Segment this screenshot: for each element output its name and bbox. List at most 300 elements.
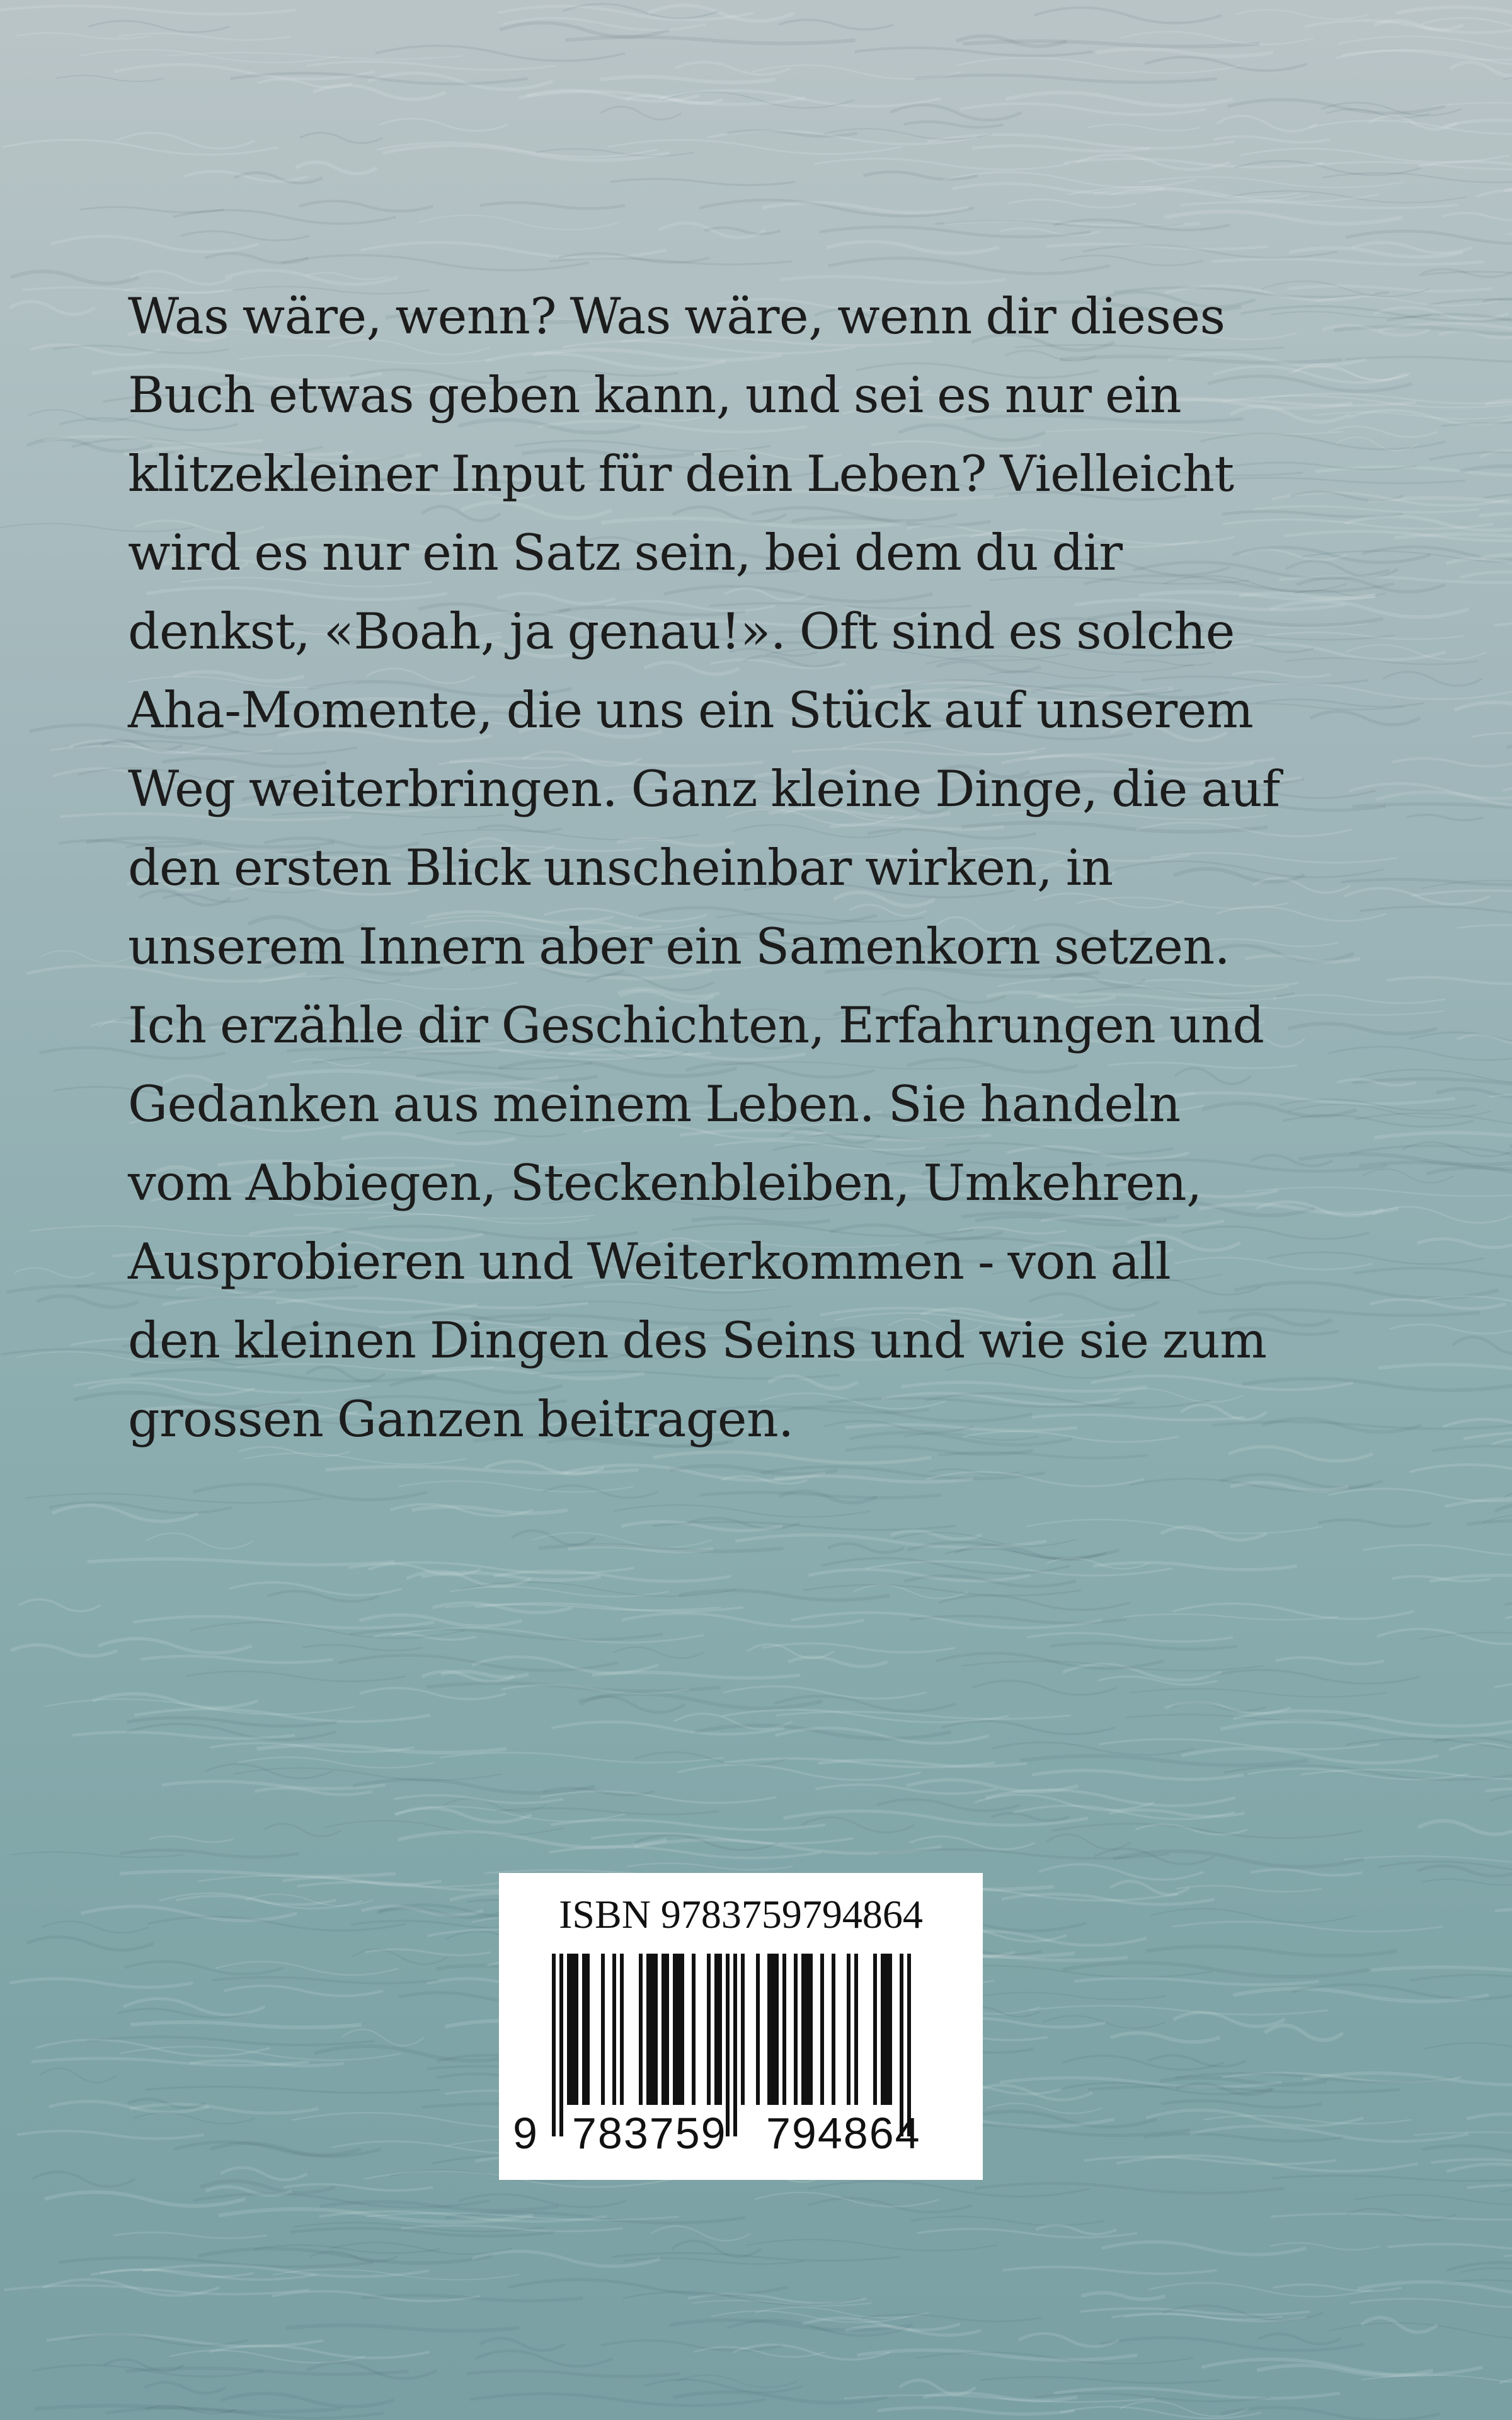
water-ripple	[1026, 1519, 1322, 1533]
water-ripple	[198, 2249, 493, 2263]
water-ripple	[263, 1824, 341, 1836]
water-ripple	[146, 1533, 253, 1549]
barcode-bar	[718, 1954, 722, 2105]
water-ripple	[1007, 200, 1136, 208]
water-ripple	[1211, 259, 1484, 265]
water-ripple	[614, 1505, 870, 1517]
water-ripple	[134, 2112, 255, 2123]
water-ripple	[941, 1721, 1114, 1734]
water-ripple	[1039, 1864, 1204, 1879]
water-ripple	[1116, 2156, 1418, 2172]
barcode-bar	[809, 1954, 813, 2105]
barcode-bar	[620, 1954, 624, 2105]
blurb-line: Weg weiterbringen. Ganz kleine Dinge, die auf	[128, 760, 1280, 818]
water-ripple	[1424, 2043, 1512, 2055]
water-ripple	[610, 179, 796, 185]
water-ripple	[1034, 8, 1222, 23]
water-ripple	[1176, 1886, 1322, 1892]
barcode-bar	[677, 1954, 680, 2105]
water-ripple	[1111, 2033, 1220, 2042]
water-ripple	[282, 1877, 441, 1884]
water-ripple	[11, 1645, 117, 1656]
water-ripple	[762, 203, 968, 213]
water-ripple	[1181, 1748, 1438, 1763]
water-ripple	[441, 1671, 529, 1677]
blurb-text	[128, 277, 1400, 1459]
water-ripple	[1146, 1946, 1397, 1956]
isbn-label: ISBN 9783759794864	[559, 1892, 923, 1937]
water-ripple	[910, 2216, 1104, 2225]
barcode-bar	[571, 1954, 575, 2105]
water-ripple	[427, 1683, 721, 1691]
water-ripple	[88, 1559, 395, 1565]
water-ripple	[1074, 1978, 1319, 1985]
blurb-line: klitzekleiner Input für dein Leben? Vielleicht	[128, 445, 1234, 503]
water-ripple	[16, 33, 151, 38]
blurb-line: Was wäre, wenn? Was wäre, wenn dir dieses	[128, 287, 1225, 345]
barcode-bar	[847, 1954, 850, 2105]
barcode-bar	[801, 1954, 805, 2105]
water-ripple	[975, 2183, 1285, 2193]
water-ripple	[992, 1743, 1195, 1755]
water-ripple	[313, 85, 446, 99]
blurb-line: Aha-Momente, die uns ein Stück auf unserem	[128, 681, 1254, 739]
water-ripple	[26, 1937, 153, 1950]
water-ripple	[676, 2375, 798, 2387]
water-ripple	[1503, 787, 1512, 794]
water-ripple	[43, 1699, 354, 1714]
water-ripple	[1363, 1545, 1512, 1555]
barcode-bar	[552, 1954, 556, 2136]
water-ripple	[124, 1962, 284, 1974]
water-ripple	[915, 75, 1217, 82]
water-ripple	[1036, 2225, 1116, 2234]
barcode-bar	[646, 1954, 650, 2105]
water-ripple	[903, 122, 1003, 127]
water-ripple	[1273, 2175, 1512, 2181]
water-ripple	[133, 1616, 434, 1628]
barcode-bar	[692, 1954, 696, 2105]
barcode-bar	[567, 1954, 571, 2105]
blurb-line: den ersten Blick unscheinbar wirken, in	[128, 839, 1113, 897]
water-ripple	[551, 1820, 825, 1829]
water-ripple	[144, 2382, 226, 2393]
barcode-bar	[680, 1954, 684, 2105]
barcode-bar	[805, 1954, 809, 2105]
water-ripple	[1160, 2078, 1327, 2085]
water-ripple	[210, 2143, 360, 2155]
water-ripple	[1080, 2308, 1310, 2315]
water-ripple	[592, 1673, 800, 1678]
water-ripple	[956, 58, 1240, 74]
water-ripple	[1220, 1475, 1383, 1488]
barcode-bar	[673, 1954, 677, 2105]
water-ripple	[1062, 1962, 1369, 1976]
water-ripple	[365, 1949, 491, 1955]
barcode-bar	[775, 1954, 779, 2105]
water-ripple	[1442, 213, 1512, 220]
water-ripple	[904, 1576, 1075, 1587]
barcode-bar	[794, 1954, 798, 2105]
water-ripple	[1467, 1520, 1512, 1528]
water-ripple	[1423, 2146, 1512, 2153]
water-ripple	[1224, 1765, 1512, 1780]
water-ripple	[140, 1656, 333, 1662]
water-ripple	[1377, 1629, 1512, 1644]
water-ripple	[1494, 620, 1512, 631]
blurb-line: wird es nur ein Satz sein, bei dem du dir	[128, 524, 1123, 582]
water-ripple	[1077, 155, 1230, 170]
water-ripple	[1504, 2254, 1512, 2259]
water-ripple	[1463, 1432, 1512, 1445]
water-ripple	[1096, 49, 1273, 57]
water-ripple	[120, 2047, 402, 2060]
water-ripple	[971, 2085, 1092, 2100]
water-ripple	[1495, 1908, 1512, 1913]
water-ripple	[12, 1852, 184, 1857]
water-ripple	[1050, 1643, 1237, 1649]
water-ripple	[1143, 2134, 1343, 2141]
water-ripple	[1002, 2267, 1217, 2274]
water-ripple	[307, 2363, 437, 2379]
water-ripple	[14, 1268, 95, 1278]
barcode-bar	[885, 1954, 888, 2105]
water-ripple	[123, 1998, 265, 2015]
water-ripple	[1422, 1879, 1512, 1885]
water-ripple	[353, 1780, 595, 1793]
water-ripple	[677, 1765, 921, 1780]
water-ripple	[1032, 1770, 1244, 1779]
water-ripple	[1270, 2243, 1380, 2250]
water-ripple	[877, 2407, 1074, 2414]
water-ripple	[1371, 1968, 1512, 1973]
water-ripple	[1111, 188, 1310, 200]
barcode-bar	[854, 1954, 858, 2105]
barcode-bar	[771, 1954, 775, 2105]
barcode-bar	[707, 1954, 711, 2105]
barcode-bar	[756, 1954, 760, 2105]
water-ripple	[876, 1799, 1020, 1811]
water-ripple	[1322, 173, 1512, 182]
water-ripple	[1121, 32, 1314, 44]
barcode-bar	[767, 1954, 771, 2105]
barcode-digits-left: 783759	[572, 2109, 727, 2158]
water-ripple	[476, 2351, 612, 2366]
water-ripple	[1387, 2244, 1512, 2250]
water-ripple	[662, 92, 854, 108]
water-ripple	[855, 48, 1093, 56]
blurb-line: Gedanken aus meinem Leben. Sie handeln	[128, 1075, 1181, 1133]
water-ripple	[239, 1757, 435, 1768]
water-ripple	[541, 1791, 777, 1802]
water-ripple	[79, 50, 339, 63]
water-ripple	[1235, 10, 1368, 20]
water-ripple	[120, 1850, 299, 1857]
barcode-bar	[612, 1954, 616, 2105]
water-ripple	[302, 1645, 423, 1651]
barcode-bar	[559, 1954, 563, 2136]
water-ripple	[1402, 1143, 1512, 1156]
water-ripple	[1409, 1465, 1512, 1479]
water-ripple	[1082, 2293, 1165, 2299]
water-ripple	[299, 201, 433, 211]
water-ripple	[1319, 1520, 1431, 1526]
water-ripple	[1063, 159, 1324, 167]
water-ripple	[508, 2279, 788, 2295]
water-ripple	[1052, 1824, 1363, 1838]
water-ripple	[600, 107, 681, 119]
water-ripple	[1450, 1744, 1512, 1756]
water-ripple	[1418, 1821, 1512, 1834]
water-ripple	[479, 2338, 564, 2350]
water-ripple	[1161, 2100, 1322, 2107]
water-ripple	[450, 1587, 669, 1597]
water-ripple	[212, 1977, 438, 1983]
water-ripple	[1209, 1670, 1420, 1684]
blurb-line: Buch etwas geben kann, und sei es nur ein	[128, 366, 1182, 424]
water-ripple	[9, 301, 95, 314]
water-ripple	[1341, 51, 1512, 60]
water-ripple	[1164, 212, 1402, 224]
water-ripple	[1479, 512, 1512, 519]
water-ripple	[411, 1507, 567, 1513]
blurb-line: unserem Innern aber ein Samenkorn setzen.	[128, 918, 1230, 976]
water-ripple	[1358, 2282, 1512, 2296]
water-ripple	[1201, 2360, 1483, 2375]
water-ripple	[1467, 2185, 1512, 2191]
water-ripple	[953, 183, 1164, 193]
barcode-bar	[639, 1954, 643, 2105]
water-ripple	[1148, 2283, 1372, 2297]
water-ripple	[130, 2022, 361, 2027]
water-ripple	[93, 1694, 258, 1708]
water-ripple	[747, 2240, 997, 2251]
water-ripple	[98, 1639, 251, 1653]
water-ripple	[827, 241, 999, 253]
water-ripple	[1013, 1806, 1234, 1819]
water-ripple	[1135, 1824, 1247, 1835]
water-ripple	[114, 2232, 267, 2238]
barcode-bar	[881, 1954, 885, 2105]
water-ripple	[982, 1993, 1166, 2000]
water-ripple	[828, 1543, 904, 1552]
barcode-bar	[714, 1954, 718, 2105]
water-ripple	[788, 1657, 887, 1666]
water-ripple	[1392, 758, 1512, 766]
water-ripple	[1506, 231, 1512, 238]
water-ripple	[815, 1785, 997, 1794]
barcode-digit-lead: 9	[513, 2109, 539, 2158]
water-ripple	[0, 6, 296, 14]
water-ripple	[173, 210, 396, 223]
water-ripple	[775, 1728, 988, 1743]
water-ripple	[11, 272, 139, 284]
barcode-bar	[733, 1954, 737, 2136]
isbn-barcode-box	[499, 1873, 983, 2180]
blurb-line: den kleinen Dingen des Seins und wie sie zum	[128, 1311, 1267, 1369]
water-ripple	[1259, 2334, 1341, 2344]
water-ripple	[1088, 124, 1201, 130]
water-ripple	[360, 1688, 506, 1699]
water-ripple	[776, 1712, 1071, 1719]
water-ripple	[379, 118, 508, 130]
water-ripple	[1310, 120, 1512, 134]
water-ripple	[651, 2226, 751, 2240]
water-ripple	[25, 1494, 322, 1503]
water-ripple	[972, 1681, 1117, 1695]
water-ripple	[285, 2325, 519, 2331]
water-ripple	[220, 2168, 307, 2180]
water-ripple	[1447, 2164, 1512, 2179]
water-ripple	[980, 2377, 1220, 2383]
water-ripple	[1046, 1835, 1131, 1850]
water-ripple	[1350, 2299, 1512, 2308]
water-ripple	[10, 1979, 193, 1988]
water-ripple	[383, 146, 670, 161]
barcode-bar	[662, 1954, 665, 2105]
water-ripple	[627, 1864, 793, 1870]
water-ripple	[418, 215, 619, 229]
water-ripple	[1027, 1633, 1233, 1642]
water-ripple	[394, 1795, 563, 1803]
water-ripple	[1457, 925, 1512, 931]
water-ripple	[72, 1732, 295, 1738]
water-ripple	[224, 1986, 383, 1996]
water-ripple	[43, 2279, 220, 2295]
water-ripple	[814, 159, 1069, 170]
water-ripple	[1029, 2006, 1329, 2015]
water-ripple	[963, 41, 1259, 46]
barcode-bar	[582, 1954, 586, 2105]
water-ripple	[440, 1753, 724, 1763]
water-ripple	[613, 1647, 704, 1659]
barcode-bar	[820, 1954, 824, 2105]
water-ripple	[56, 76, 164, 81]
water-ripple	[1418, 1239, 1512, 1248]
water-ripple	[927, 135, 1234, 149]
water-ripple	[857, 2350, 1138, 2360]
water-ripple	[32, 2172, 135, 2187]
water-ripple	[580, 1697, 685, 1712]
water-ripple	[295, 162, 377, 173]
water-ripple	[779, 20, 894, 29]
water-ripple	[1504, 1600, 1512, 1609]
water-ripple	[591, 1833, 853, 1843]
water-ripple	[1491, 1795, 1512, 1807]
water-ripple	[1467, 2114, 1512, 2124]
barcode-bar	[873, 1954, 877, 2105]
water-ripple	[149, 1836, 234, 1842]
water-ripple	[549, 1847, 821, 1858]
water-ripple	[1426, 1168, 1512, 1180]
blurb-line: grossen Ganzen beitragen.	[128, 1390, 794, 1448]
water-ripple	[1131, 1689, 1387, 1697]
water-ripple	[281, 255, 588, 270]
water-ripple	[205, 1764, 333, 1778]
water-ripple	[600, 77, 776, 83]
water-ripple	[1485, 1788, 1512, 1794]
water-ripple	[755, 2192, 939, 2207]
water-ripple	[307, 62, 556, 70]
water-ripple	[1501, 2186, 1512, 2196]
water-ripple	[19, 1599, 101, 1611]
water-ripple	[1276, 1657, 1384, 1664]
water-ripple	[470, 2394, 766, 2406]
water-ripple	[314, 2046, 525, 2061]
barcode-digits-right: 794864	[766, 2109, 921, 2158]
water-ripple	[1505, 1611, 1512, 1626]
water-ripple	[359, 1615, 522, 1627]
water-ripple	[707, 131, 976, 144]
blurb-line: denkst, «Boah, ja genau!». Oft sind es solche	[128, 602, 1235, 660]
water-ripple	[1146, 2110, 1363, 2126]
water-ripple	[40, 2068, 117, 2083]
water-ripple	[181, 231, 309, 241]
water-ripple	[1454, 702, 1512, 717]
water-ripple	[1452, 1337, 1512, 1354]
barcode-bar	[575, 1954, 578, 2105]
blurb-line: Ausprobieren und Weiterkommen - von all	[128, 1233, 1171, 1291]
water-ripple	[466, 2371, 680, 2377]
water-ripple	[320, 2202, 559, 2211]
water-ripple	[1102, 2242, 1306, 2254]
barcode-bar	[650, 1954, 654, 2105]
water-ripple	[284, 2184, 433, 2191]
water-ripple	[193, 1484, 428, 1500]
water-ripple	[679, 1591, 890, 1600]
barcode-bar	[665, 1954, 669, 2105]
water-ripple	[1410, 1975, 1512, 1986]
water-ripple	[891, 105, 1022, 120]
water-ripple	[1432, 1446, 1512, 1455]
water-ripple	[1446, 2262, 1512, 2278]
water-ripple	[809, 2198, 972, 2212]
barcode-bar	[586, 1954, 590, 2105]
barcode-bar	[888, 1954, 892, 2105]
water-ripple	[472, 2251, 660, 2266]
water-ripple	[1148, 2055, 1246, 2066]
water-ripple	[145, 2087, 440, 2093]
water-ripple	[89, 21, 230, 32]
water-ripple	[45, 2192, 245, 2206]
water-ripple	[1172, 1604, 1414, 1619]
water-ripple	[1472, 732, 1512, 740]
water-ripple	[1060, 255, 1203, 265]
barcode-bar	[654, 1954, 658, 2105]
water-ripple	[939, 1596, 1129, 1610]
water-ripple	[169, 2351, 365, 2363]
water-ripple	[41, 950, 131, 963]
water-ripple	[1494, 1682, 1512, 1693]
water-ripple	[1251, 1869, 1362, 1875]
water-ripple	[17, 2131, 204, 2138]
barcode-bar	[782, 1954, 786, 2105]
water-ripple	[1389, 1325, 1512, 1334]
water-ripple	[1387, 977, 1512, 984]
barcode-bar	[832, 1954, 835, 2105]
water-ripple	[480, 203, 625, 209]
water-ripple	[51, 236, 259, 252]
water-ripple	[1506, 744, 1512, 751]
water-ripple	[1217, 116, 1317, 132]
water-ripple	[37, 1296, 138, 1307]
water-ripple	[828, 258, 1110, 274]
water-ripple	[42, 1922, 149, 1933]
water-ripple	[185, 1671, 406, 1681]
water-ripple	[1233, 1989, 1489, 2002]
water-ripple	[1337, 37, 1512, 52]
water-ripple	[1460, 2268, 1512, 2276]
